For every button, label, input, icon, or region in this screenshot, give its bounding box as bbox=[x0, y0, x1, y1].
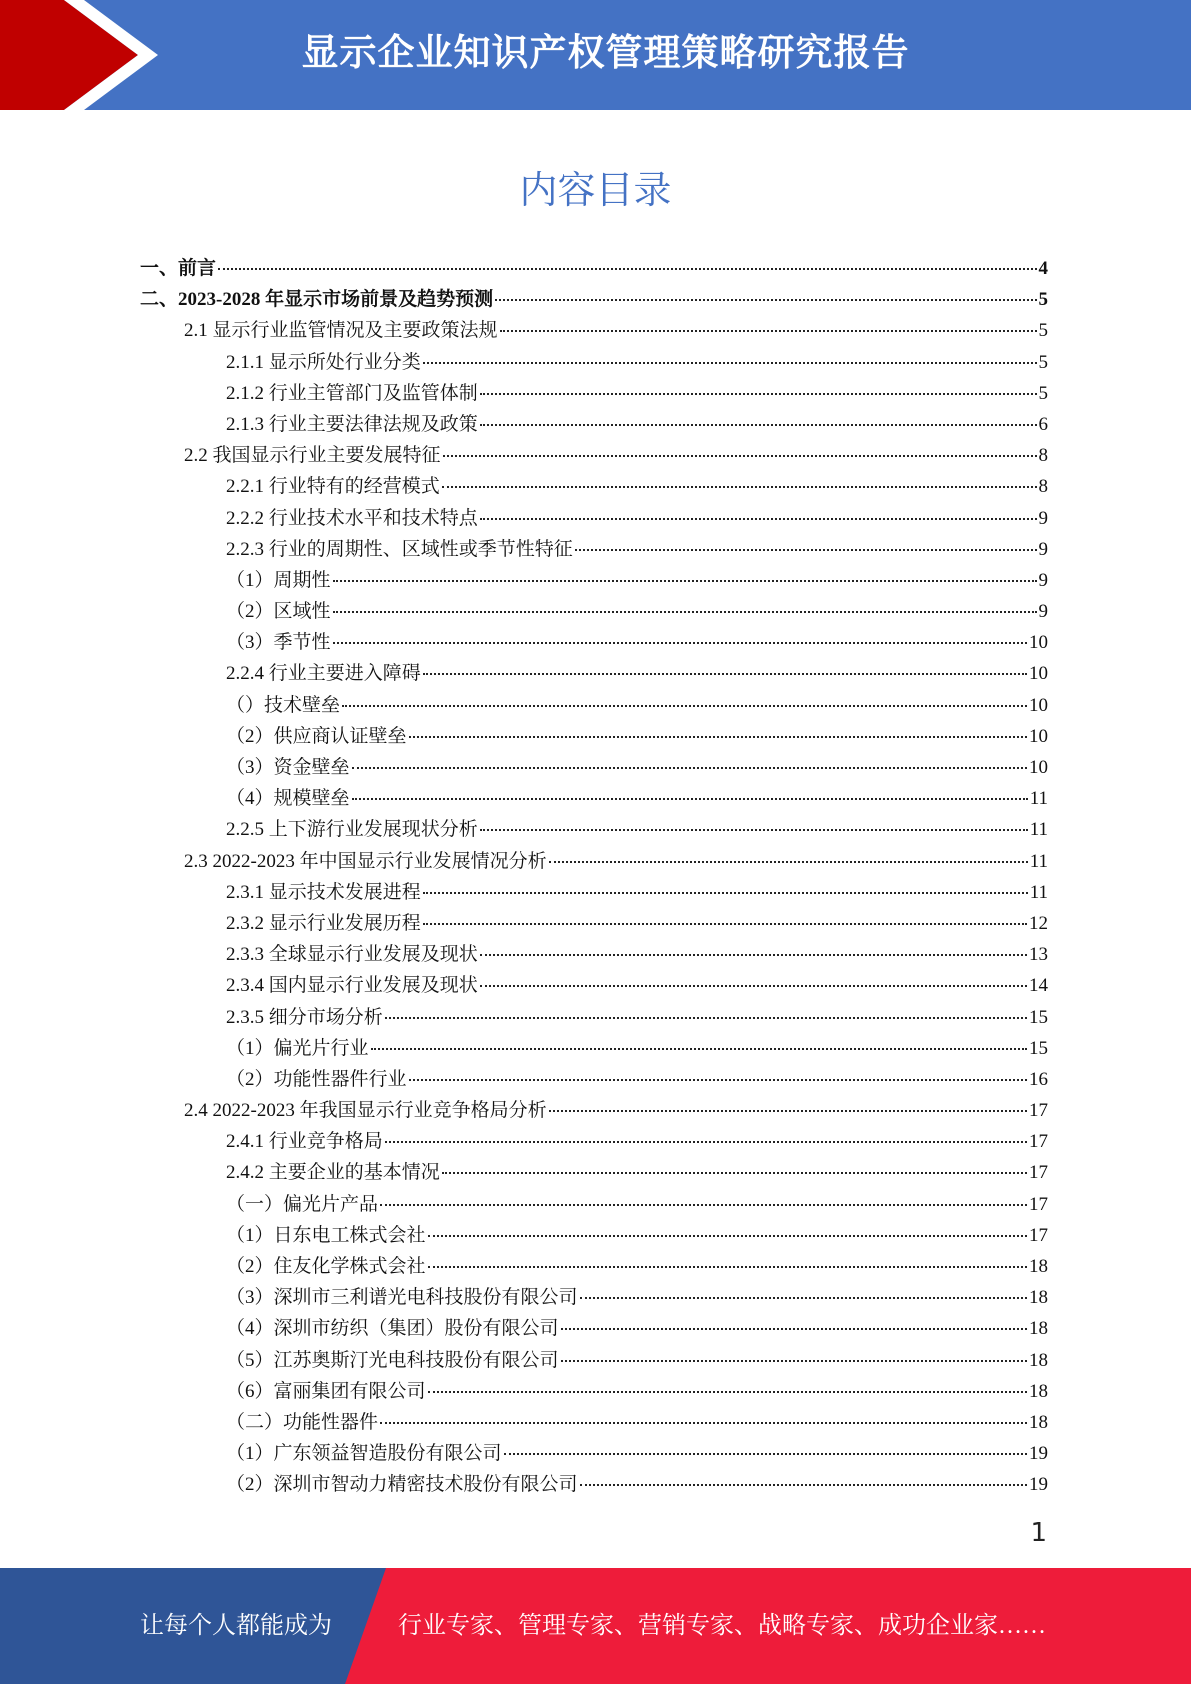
toc-entry-label: 二、2023-2028 年显示市场前景及趋势预测 bbox=[140, 289, 494, 311]
toc-dot-leader bbox=[480, 424, 1037, 426]
toc-entry-label: 2.3.2 显示行业发展历程 bbox=[226, 912, 421, 934]
toc-entry-label: （1）广东领益智造股份有限公司 bbox=[226, 1443, 502, 1465]
toc-entry-label: （）技术壁垒 bbox=[226, 694, 341, 716]
header-band bbox=[0, 0, 1191, 110]
toc-entry-page: 19 bbox=[1029, 1474, 1048, 1496]
toc-entry-label: （二）功能性器件 bbox=[226, 1411, 379, 1433]
toc-entry[interactable] bbox=[140, 752, 1048, 783]
toc-entry[interactable] bbox=[140, 970, 1048, 1001]
toc-entry[interactable] bbox=[140, 1002, 1048, 1033]
toc-entry-label: 2.4.1 行业竞争格局 bbox=[226, 1131, 383, 1153]
toc-entry[interactable] bbox=[140, 721, 1048, 752]
toc-dot-leader bbox=[423, 892, 1028, 894]
toc-entry-page: 16 bbox=[1029, 1068, 1048, 1090]
toc-entry-page: 17 bbox=[1029, 1100, 1048, 1122]
toc-entry-page: 5 bbox=[1038, 351, 1048, 373]
toc-title: 内容目录 bbox=[519, 168, 672, 212]
footer-slogan-right: 行业专家、管理专家、营销专家、战略专家、成功企业家…… bbox=[398, 1613, 1046, 1639]
toc-entry[interactable] bbox=[140, 534, 1048, 565]
toc-entry[interactable] bbox=[140, 1438, 1048, 1469]
toc-entry[interactable] bbox=[140, 783, 1048, 814]
toc-dot-leader bbox=[423, 673, 1027, 675]
toc-entry-label: （2）功能性器件行业 bbox=[226, 1068, 407, 1090]
toc-dot-leader bbox=[380, 1422, 1027, 1424]
toc-entry-page: 18 bbox=[1029, 1411, 1048, 1433]
toc-entry-page: 6 bbox=[1038, 413, 1048, 435]
toc-dot-leader bbox=[480, 954, 1027, 956]
toc-dot-leader bbox=[333, 580, 1037, 582]
toc-entry-page: 18 bbox=[1029, 1256, 1048, 1277]
toc-dot-leader bbox=[218, 268, 1036, 270]
toc-entry-page: 17 bbox=[1029, 1162, 1048, 1184]
toc-dot-leader bbox=[480, 393, 1037, 395]
toc-dot-leader bbox=[549, 1110, 1027, 1112]
toc-entry-page: 19 bbox=[1029, 1443, 1048, 1465]
toc-dot-leader bbox=[333, 611, 1037, 613]
toc-entry-page: 10 bbox=[1029, 725, 1048, 747]
toc-dot-leader bbox=[442, 1172, 1027, 1174]
toc-entry-label: 2.2.1 行业特有的经营模式 bbox=[226, 476, 440, 498]
toc-entry[interactable] bbox=[140, 690, 1048, 721]
toc-dot-leader bbox=[442, 486, 1037, 488]
toc-entry-page: 11 bbox=[1029, 850, 1048, 872]
toc-dot-leader bbox=[371, 1048, 1027, 1050]
toc-entry[interactable] bbox=[140, 1376, 1048, 1407]
toc-entry-page: 17 bbox=[1029, 1224, 1048, 1246]
toc-entry[interactable] bbox=[140, 939, 1048, 970]
toc-entry-label: 2.2.3 行业的周期性、区域性或季节性特征 bbox=[226, 538, 573, 560]
toc-dot-leader bbox=[380, 1204, 1027, 1206]
toc-dot-leader bbox=[549, 861, 1028, 863]
toc-entry-label: （1）周期性 bbox=[226, 569, 331, 591]
toc-dot-leader bbox=[423, 923, 1027, 925]
footer-slogan-left: 让每个人都能成为 bbox=[140, 1613, 332, 1639]
toc-entry-page: 15 bbox=[1029, 1037, 1048, 1059]
toc-dot-leader bbox=[575, 549, 1037, 551]
toc-entry-label: 2.2 我国显示行业主要发展特征 bbox=[184, 445, 441, 467]
toc-entry[interactable] bbox=[140, 1064, 1048, 1095]
toc-entry-page: 5 bbox=[1038, 320, 1048, 342]
toc-entry[interactable] bbox=[140, 1220, 1048, 1251]
toc-dot-leader bbox=[352, 767, 1027, 769]
toc-dot-leader bbox=[409, 1079, 1027, 1081]
toc-entry-label: 2.3.5 细分市场分析 bbox=[226, 1006, 383, 1028]
toc-entry-page: 12 bbox=[1029, 912, 1048, 934]
toc-entry-label: 2.4 2022-2023 年我国显示行业竞争格局分析 bbox=[184, 1100, 547, 1122]
toc-entry-page: 10 bbox=[1029, 757, 1048, 778]
toc-dot-leader bbox=[443, 455, 1037, 457]
toc-entry-page: 17 bbox=[1029, 1193, 1048, 1215]
toc-entry-page: 10 bbox=[1029, 663, 1048, 685]
toc-entry-page: 8 bbox=[1038, 445, 1048, 467]
toc-entry[interactable] bbox=[140, 440, 1048, 471]
toc-entry[interactable] bbox=[140, 1251, 1048, 1282]
toc-entry[interactable] bbox=[140, 284, 1048, 315]
toc-entry[interactable] bbox=[140, 908, 1048, 939]
toc-entry-page: 11 bbox=[1029, 788, 1048, 810]
toc-entry-page: 18 bbox=[1029, 1318, 1048, 1340]
toc-dot-leader bbox=[504, 1453, 1027, 1455]
toc-dot-leader bbox=[480, 829, 1028, 831]
toc-entry-label: （1）偏光片行业 bbox=[226, 1037, 369, 1059]
toc-entry-page: 13 bbox=[1029, 944, 1048, 966]
toc-entry-page: 8 bbox=[1038, 476, 1048, 498]
toc-entry-page: 4 bbox=[1038, 258, 1048, 279]
toc-entry-label: （2）供应商认证壁垒 bbox=[226, 725, 407, 747]
toc-entry[interactable] bbox=[140, 565, 1048, 596]
toc-entry[interactable] bbox=[140, 814, 1048, 845]
toc-entry[interactable] bbox=[140, 877, 1048, 908]
toc-dot-leader bbox=[333, 642, 1027, 644]
toc-dot-leader bbox=[428, 1235, 1027, 1237]
toc-entry-label: （3）深圳市三利谱光电科技股份有限公司 bbox=[226, 1287, 578, 1309]
toc-entry-page: 9 bbox=[1038, 538, 1048, 560]
toc-entry-page: 9 bbox=[1038, 507, 1048, 529]
toc-entry-label: 2.3.1 显示技术发展进程 bbox=[226, 881, 421, 903]
toc-entry[interactable] bbox=[140, 1407, 1048, 1438]
toc-dot-leader bbox=[385, 1017, 1027, 1019]
toc-entry[interactable] bbox=[140, 471, 1048, 502]
toc-entry-label: （5）江苏奥斯汀光电科技股份有限公司 bbox=[226, 1349, 559, 1371]
toc-entry-label: 2.3.4 国内显示行业发展及现状 bbox=[226, 975, 478, 997]
page-number: 1 bbox=[1030, 1518, 1047, 1548]
toc-entry[interactable] bbox=[140, 1126, 1048, 1157]
toc-entry-label: 2.1 显示行业监管情况及主要政策法规 bbox=[184, 320, 498, 342]
toc-entry-label: 2.3 2022-2023 年中国显示行业发展情况分析 bbox=[184, 850, 547, 872]
toc-entry[interactable] bbox=[140, 1469, 1048, 1500]
toc-entry-page: 18 bbox=[1029, 1349, 1048, 1371]
toc-entry[interactable] bbox=[140, 315, 1048, 346]
toc-entry-page: 11 bbox=[1029, 819, 1048, 841]
toc-entry[interactable] bbox=[140, 503, 1048, 534]
toc-dot-leader bbox=[480, 985, 1027, 987]
toc-entry-page: 10 bbox=[1029, 694, 1048, 716]
toc-entry-page: 14 bbox=[1029, 975, 1048, 997]
toc-entry-page: 11 bbox=[1029, 881, 1048, 903]
toc-entry-label: 2.1.2 行业主管部门及监管体制 bbox=[226, 382, 478, 404]
toc-entry-label: （1）日东电工株式会社 bbox=[226, 1224, 426, 1246]
toc-dot-leader bbox=[428, 1391, 1027, 1393]
toc-entry[interactable] bbox=[140, 1189, 1048, 1220]
toc-dot-leader bbox=[480, 518, 1037, 520]
toc-entry-label: （4）深圳市纺织（集团）股份有限公司 bbox=[226, 1318, 559, 1340]
toc-entry[interactable] bbox=[140, 627, 1048, 658]
toc-entry[interactable] bbox=[140, 658, 1048, 689]
toc-entry-page: 5 bbox=[1038, 382, 1048, 404]
toc-dot-leader bbox=[561, 1328, 1027, 1330]
toc-dot-leader bbox=[428, 1266, 1027, 1268]
toc-entry[interactable] bbox=[140, 1157, 1048, 1188]
toc-entry[interactable] bbox=[140, 253, 1048, 284]
toc-entry-label: 2.1.3 行业主要法律法规及政策 bbox=[226, 413, 478, 435]
toc-entry-label: 2.2.2 行业技术水平和技术特点 bbox=[226, 507, 478, 529]
table-of-contents bbox=[140, 253, 1048, 1501]
toc-entry[interactable] bbox=[140, 596, 1048, 627]
toc-entry[interactable] bbox=[140, 1313, 1048, 1344]
toc-dot-leader bbox=[580, 1297, 1027, 1299]
toc-entry-page: 5 bbox=[1038, 289, 1048, 311]
toc-entry-label: 一、前言 bbox=[140, 258, 217, 279]
toc-entry[interactable] bbox=[140, 1345, 1048, 1376]
toc-entry[interactable] bbox=[140, 1282, 1048, 1313]
toc-entry-label: （3）资金壁垒 bbox=[226, 757, 350, 778]
toc-entry-label: 2.2.4 行业主要进入障碍 bbox=[226, 663, 421, 685]
toc-entry-label: （3）季节性 bbox=[226, 632, 331, 654]
toc-dot-leader bbox=[580, 1484, 1027, 1486]
toc-entry-label: 2.1.1 显示所处行业分类 bbox=[226, 351, 421, 373]
toc-entry[interactable] bbox=[140, 378, 1048, 409]
toc-dot-leader bbox=[561, 1360, 1027, 1362]
toc-dot-leader bbox=[423, 362, 1037, 364]
toc-dot-leader bbox=[409, 736, 1027, 738]
toc-entry-label: （一）偏光片产品 bbox=[226, 1193, 379, 1215]
toc-entry-page: 15 bbox=[1029, 1006, 1048, 1028]
toc-dot-leader bbox=[385, 1141, 1027, 1143]
toc-entry-label: （4）规模壁垒 bbox=[226, 788, 350, 810]
toc-entry-page: 18 bbox=[1029, 1287, 1048, 1309]
toc-entry-label: 2.2.5 上下游行业发展现状分析 bbox=[226, 819, 478, 841]
toc-dot-leader bbox=[352, 798, 1028, 800]
toc-entry-page: 17 bbox=[1029, 1131, 1048, 1153]
toc-entry-page: 9 bbox=[1038, 601, 1048, 623]
toc-dot-leader bbox=[495, 299, 1036, 301]
toc-entry-label: 2.3.3 全球显示行业发展及现状 bbox=[226, 944, 478, 966]
toc-entry-page: 18 bbox=[1029, 1380, 1048, 1402]
toc-entry[interactable] bbox=[140, 1033, 1048, 1064]
toc-entry[interactable] bbox=[140, 347, 1048, 378]
toc-entry[interactable] bbox=[140, 846, 1048, 877]
toc-dot-leader bbox=[500, 330, 1037, 332]
toc-entry-page: 9 bbox=[1038, 569, 1048, 591]
toc-dot-leader bbox=[342, 705, 1027, 707]
footer-band bbox=[0, 1568, 1191, 1684]
toc-entry-label: （2）住友化学株式会社 bbox=[226, 1256, 426, 1277]
toc-entry-label: （6）富丽集团有限公司 bbox=[226, 1380, 426, 1402]
toc-entry-label: （2）区域性 bbox=[226, 601, 331, 623]
toc-entry-label: （2）深圳市智动力精密技术股份有限公司 bbox=[226, 1474, 578, 1496]
toc-entry[interactable] bbox=[140, 1095, 1048, 1126]
report-title: 显示企业知识产权管理策略研究报告 bbox=[301, 31, 910, 74]
toc-entry[interactable] bbox=[140, 409, 1048, 440]
toc-entry-page: 10 bbox=[1029, 632, 1048, 654]
toc-entry-label: 2.4.2 主要企业的基本情况 bbox=[226, 1162, 440, 1184]
